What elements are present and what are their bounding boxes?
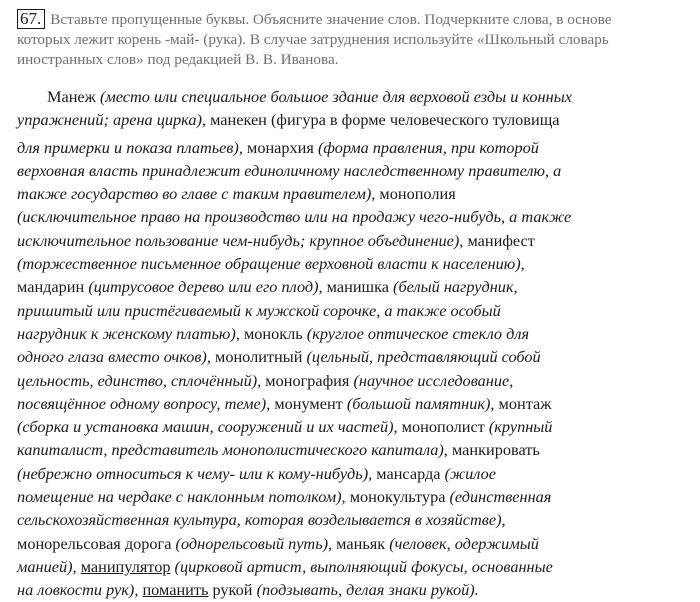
underlined-word: пом bbox=[142, 580, 170, 600]
term-text: м bbox=[265, 370, 276, 390]
definition-text: верховная власть принадлежит единоличному наследственному правителю, а bbox=[17, 160, 562, 180]
term-text: неж bbox=[68, 87, 100, 106]
text-line bbox=[17, 159, 687, 182]
term-text: нополия bbox=[397, 184, 456, 204]
definition-text: (однорельсовый путь), bbox=[175, 533, 337, 553]
definition-text: (подзывать, делая знаки рукой). bbox=[256, 580, 479, 600]
definition-text: упражнений; арена цирка), bbox=[17, 110, 211, 130]
text-line bbox=[17, 532, 687, 555]
text-line bbox=[17, 555, 687, 578]
text-line bbox=[17, 369, 687, 392]
text-line bbox=[17, 108, 687, 131]
term-text: о bbox=[275, 370, 284, 390]
text-line bbox=[17, 508, 687, 531]
definition-text: цельность, единство, сплочённый), bbox=[17, 370, 266, 390]
definition-text: (сборка и установка машин, сооружений и их частей), bbox=[17, 417, 402, 437]
term-text: о bbox=[225, 347, 234, 367]
term-text: м bbox=[379, 184, 390, 204]
term-text: а bbox=[61, 87, 69, 106]
instructions-line-2: которых лежит корень -май- (рука). В случае затруднения используйте «Школьный словарь bbox=[17, 31, 609, 48]
definition-text: (человек, одержимый bbox=[389, 533, 539, 553]
term-text: о bbox=[27, 533, 36, 553]
term-text: м bbox=[274, 393, 285, 413]
definition-text: (белый нагрудник, bbox=[393, 277, 518, 297]
term-text: о bbox=[284, 393, 293, 413]
text-line bbox=[17, 322, 687, 345]
definition-text: (единственная bbox=[449, 487, 552, 507]
text-line bbox=[17, 392, 687, 415]
term-text: ньяк bbox=[353, 533, 390, 553]
definition-text: одного глаза вместо очков), bbox=[17, 347, 215, 367]
underlined-word: м bbox=[80, 556, 91, 576]
text-line bbox=[17, 438, 687, 461]
term-text: м bbox=[451, 440, 463, 460]
definition-text: (круглое оптическое стекло для bbox=[306, 323, 530, 343]
text-line bbox=[17, 136, 687, 159]
term-text: м bbox=[215, 347, 226, 367]
term-text: нография bbox=[283, 370, 354, 390]
term-text: о bbox=[254, 323, 263, 343]
term-text: м bbox=[210, 110, 221, 130]
term-text: рукой bbox=[208, 580, 257, 600]
definition-text: для примерки и показа платьев), bbox=[17, 137, 247, 157]
instructions-line-3: иностранных слов» под редакцией В. В. Иванова. bbox=[17, 51, 339, 68]
instructions-line-1: Вставьте пропущенные буквы. Объясните значение слов. Подчеркните слова, в основе bbox=[50, 11, 612, 28]
term-text: нумент bbox=[292, 393, 347, 413]
term-text: нокль bbox=[262, 323, 307, 343]
exercise-body bbox=[17, 85, 687, 602]
term-text: нолитный bbox=[233, 347, 307, 367]
term-text: а bbox=[336, 277, 345, 297]
term-text: м bbox=[376, 463, 387, 483]
definition-text: исключительное пользование чем-нибудь; крупное объединение), bbox=[17, 230, 468, 250]
underlined-word: нипулятор bbox=[98, 556, 171, 576]
definition-text: помещение на чердаке с наклонным потолком), bbox=[17, 487, 350, 507]
definition-text: на ловкости рук), bbox=[17, 580, 143, 600]
text-line bbox=[17, 345, 687, 368]
term-text: а bbox=[27, 277, 35, 297]
text-line bbox=[17, 85, 687, 108]
text-line bbox=[17, 485, 687, 508]
term-text: нархия bbox=[265, 137, 318, 157]
term-text: м bbox=[17, 533, 28, 553]
definition-text: (большой памятник), bbox=[346, 393, 499, 413]
term-text: нополист bbox=[420, 417, 489, 437]
term-text: ндарин bbox=[34, 277, 89, 297]
text-line bbox=[17, 252, 687, 275]
definition-text: капиталист, представитель монополистического капитала), bbox=[17, 440, 452, 460]
term-text: о bbox=[257, 137, 266, 157]
definition-text: посвящённое одному вопросу, теме), bbox=[17, 393, 275, 413]
term-text: м bbox=[349, 487, 360, 507]
definition-text: (форма правления, при которой bbox=[317, 137, 539, 157]
definition-text: (цельный, представляющий собой bbox=[306, 347, 541, 367]
underlined-word: а bbox=[169, 580, 177, 600]
text-line bbox=[17, 275, 687, 298]
term-text: а bbox=[386, 463, 394, 483]
term-text: о bbox=[360, 487, 369, 507]
definition-text: нагрудник к женскому платью), bbox=[17, 323, 244, 343]
term-text: о bbox=[389, 184, 398, 204]
definition-text: (место или специальное большое здание для верховой езды и конных bbox=[99, 87, 572, 106]
term-text: некен (фигура в форме человеческого туловища bbox=[227, 110, 560, 130]
text-line bbox=[17, 229, 687, 252]
term-text: нифест bbox=[484, 230, 535, 250]
definition-text: (небрежно относиться к чему- или к кому-нибудь), bbox=[17, 463, 377, 483]
term-text: а bbox=[220, 110, 228, 130]
term-text: м bbox=[326, 277, 337, 297]
term-text: м bbox=[17, 277, 28, 297]
term-text: а bbox=[462, 440, 470, 460]
definition-text: пришитый или пристёгиваемый к мужской сорочке, а также особый bbox=[17, 300, 501, 320]
definition-text: также государство во главе с таким правителем), bbox=[17, 184, 380, 204]
term-text: а bbox=[477, 230, 485, 250]
definition-text: (торжественное письменное обращение верховной власти к населению), bbox=[17, 254, 525, 274]
definition-text: (исключительное право на производство или на продажу чего-нибудь, а также bbox=[17, 207, 572, 227]
term-text: норельсовая дорога bbox=[35, 533, 176, 553]
definition-text: (цитрусовое дерево или его плод), bbox=[88, 277, 327, 297]
term-text: м bbox=[498, 393, 509, 413]
term-text: м bbox=[401, 417, 412, 437]
text-line bbox=[17, 205, 687, 228]
underlined-word: нить bbox=[176, 580, 209, 600]
term-text: о bbox=[411, 417, 421, 437]
term-text: нтаж bbox=[517, 393, 552, 413]
term-text: м bbox=[243, 323, 255, 343]
text-line bbox=[17, 415, 687, 438]
term-text: нкировать bbox=[469, 440, 540, 460]
term-text: нишка bbox=[344, 277, 394, 297]
term-text: м bbox=[336, 533, 347, 553]
term-text: М bbox=[47, 87, 62, 106]
definition-text: (научное исследование, bbox=[353, 370, 514, 390]
definition-text: (цирковой артист, выполняющий фокусы, основанные bbox=[170, 556, 553, 576]
text-line bbox=[17, 462, 687, 485]
definition-text: (крупный bbox=[488, 417, 553, 437]
term-text: нсарда bbox=[393, 463, 445, 483]
term-text: нокультура bbox=[368, 487, 450, 507]
definition-text: сельскохозяйственная культура, которая возделывается в хозяйстве), bbox=[17, 510, 506, 530]
text-line bbox=[17, 578, 687, 601]
term-text: м bbox=[467, 230, 478, 250]
text-line bbox=[17, 182, 687, 205]
underlined-word: а bbox=[90, 556, 99, 576]
definition-text: (жилое bbox=[444, 463, 496, 483]
term-text: а bbox=[346, 533, 354, 553]
exercise-header bbox=[17, 9, 689, 70]
term-text: м bbox=[247, 137, 258, 157]
exercise-number: 67. bbox=[17, 9, 45, 29]
term-text: о bbox=[508, 393, 517, 413]
text-line bbox=[17, 299, 687, 322]
definition-text: манией), bbox=[17, 556, 81, 576]
